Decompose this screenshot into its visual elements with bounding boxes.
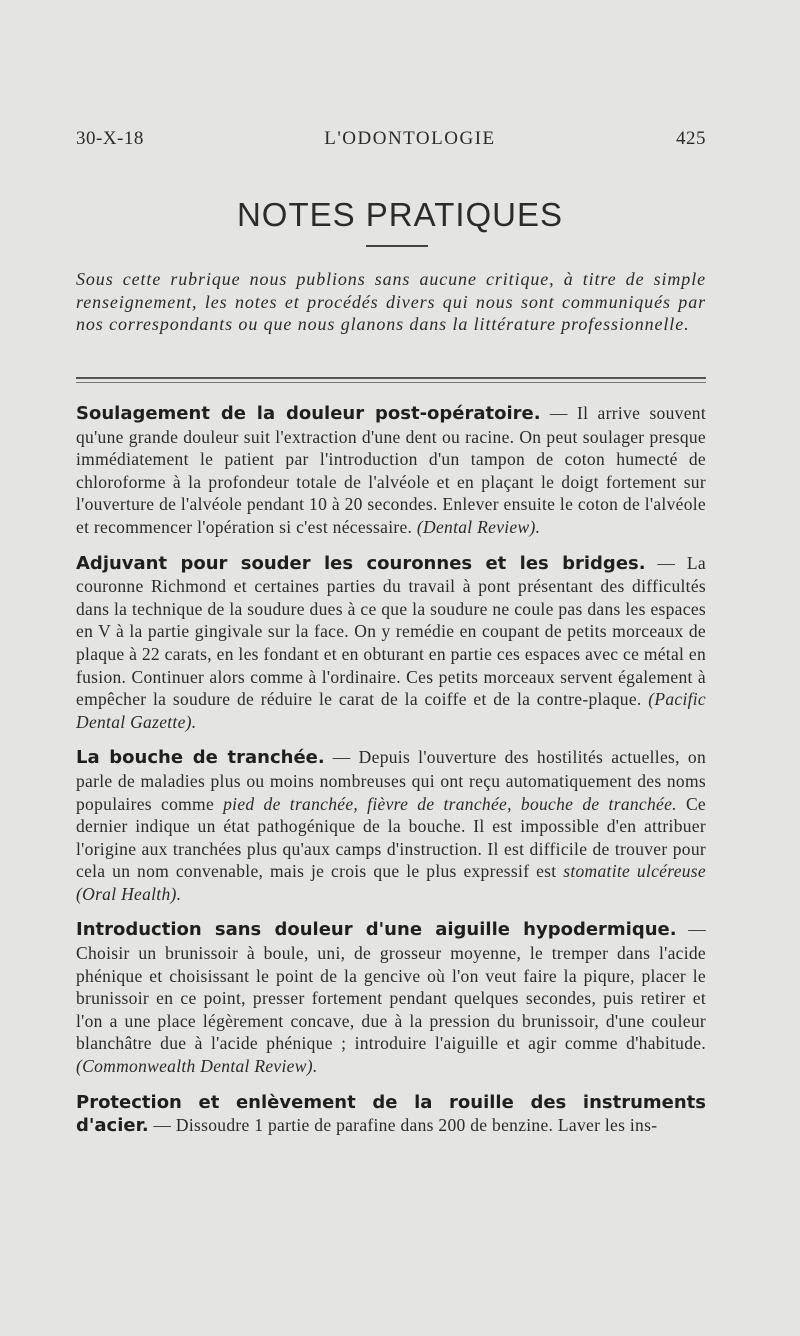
note-text: — Il arrive souvent qu'une grande douleur suit l'extraction d'une dent ou racine. On peut soulager presque immédiatement le patient par l'introduction d'un tampon de coton humecté de chloroforme à la profondeur totale de l'alvéole et en plaçant le doigt fortement sur l'ouverture de l'alvéole pendant 10 à 20 secondes. Enlever ensuite le coton de l'alvéole et recommencer l'opération si c'est nécessaire.: [76, 403, 706, 537]
note-text: — Choisir un brunissoir à boule, uni, de grosseur moyenne, le tremper dans l'acide phénique et choisissant le point de la gencive où l'on veut faire la piqure, placer le brunissoir en ce point, presser fortement pendant quelques secondes, puis retirer et l'on a une place légèrement concave, due à la pression du brunissoir, d'une couleur blanchâtre due à l'acide phénique ; introduire l'aiguille et agir comme d'habitude.: [76, 919, 706, 1054]
title-underline: [366, 245, 428, 247]
note-heading: Introduction sans douleur d'une aiguille hypodermique.: [76, 919, 677, 941]
note-text: — La couronne Richmond et certaines parties du travail à pont présentant des difficultés dans la technique de la soudure dues à ce que la soudure ne coule pas dans les espaces en V à la partie gingivale sur la face. On y remédie en coupant de petits morceaux de plaque à 22 carats, en les fondant et en obturant en partie ces espaces avec ce métal en fusion. Continuer alors comme à l'ordinaire. Ces petits morceaux servent également à empêcher la soudure de réduire le carat de la coiffe et de la contre-plaque.: [76, 552, 706, 710]
page-number: 425: [676, 128, 706, 149]
note-heading: Adjuvant pour souder les couronnes et les bridges.: [76, 552, 646, 574]
separator-rule: [76, 377, 706, 379]
note-heading: Soulagement de la douleur post-opératoire.: [76, 403, 541, 424]
note-text: — Dissoudre 1 partie de parafine dans 200 de benzine. Laver les ins-: [148, 1115, 658, 1136]
note-paragraph: [76, 918, 706, 1077]
note-italic-terms: pied de tranchée, fièvre de tranchée, bouche de tranchée.: [223, 793, 677, 814]
note-source: (Dental Review).: [416, 516, 541, 537]
journal-name: L'ODONTOLOGIE: [324, 128, 496, 149]
note-text: — Depuis l'ouverture des hostilités actuelles, on parle de maladies plus ou moins nombreuses qui ont reçu automatiquement des noms populaires comme: [76, 747, 706, 814]
note-source: stomatite ulcéreuse (Oral Health).: [76, 861, 706, 904]
running-header: [76, 128, 706, 158]
note-paragraph: [76, 402, 706, 539]
intro-paragraph: Sous cette rubrique nous publions sans aucune critique, à titre de simple renseignement, les notes et procédés divers qui nous sont communiqués par nos correspondants ou que nous glanons dans la littérature professionnelle.: [76, 269, 706, 334]
note-paragraph: [76, 746, 706, 905]
issue-date: 30-X-18: [76, 128, 144, 149]
note-paragraph: [76, 1091, 706, 1138]
section-title: NOTES PRATIQUES: [236, 196, 564, 233]
note-source: (Pacific Dental Gazette).: [76, 689, 706, 732]
note-text-continued: Ce dernier indique un état pathogénique de la bouche. Il est impossible d'en attribuer l'origine aux tranchées plus qu'aux camps d'instruction. Il est difficile de trouver pour cela un nom convenable, mais je crois que le plus expressif est: [76, 793, 707, 882]
note-source: (Commonwealth Dental Review).: [76, 1056, 318, 1077]
notes-body: [76, 402, 706, 1151]
note-paragraph: [76, 552, 706, 734]
note-heading: La bouche de tranchée.: [76, 747, 325, 769]
separator-rule-thin: [76, 382, 706, 383]
note-heading: Protection et enlèvement de la rouille des instruments d'acier.: [76, 1091, 706, 1137]
